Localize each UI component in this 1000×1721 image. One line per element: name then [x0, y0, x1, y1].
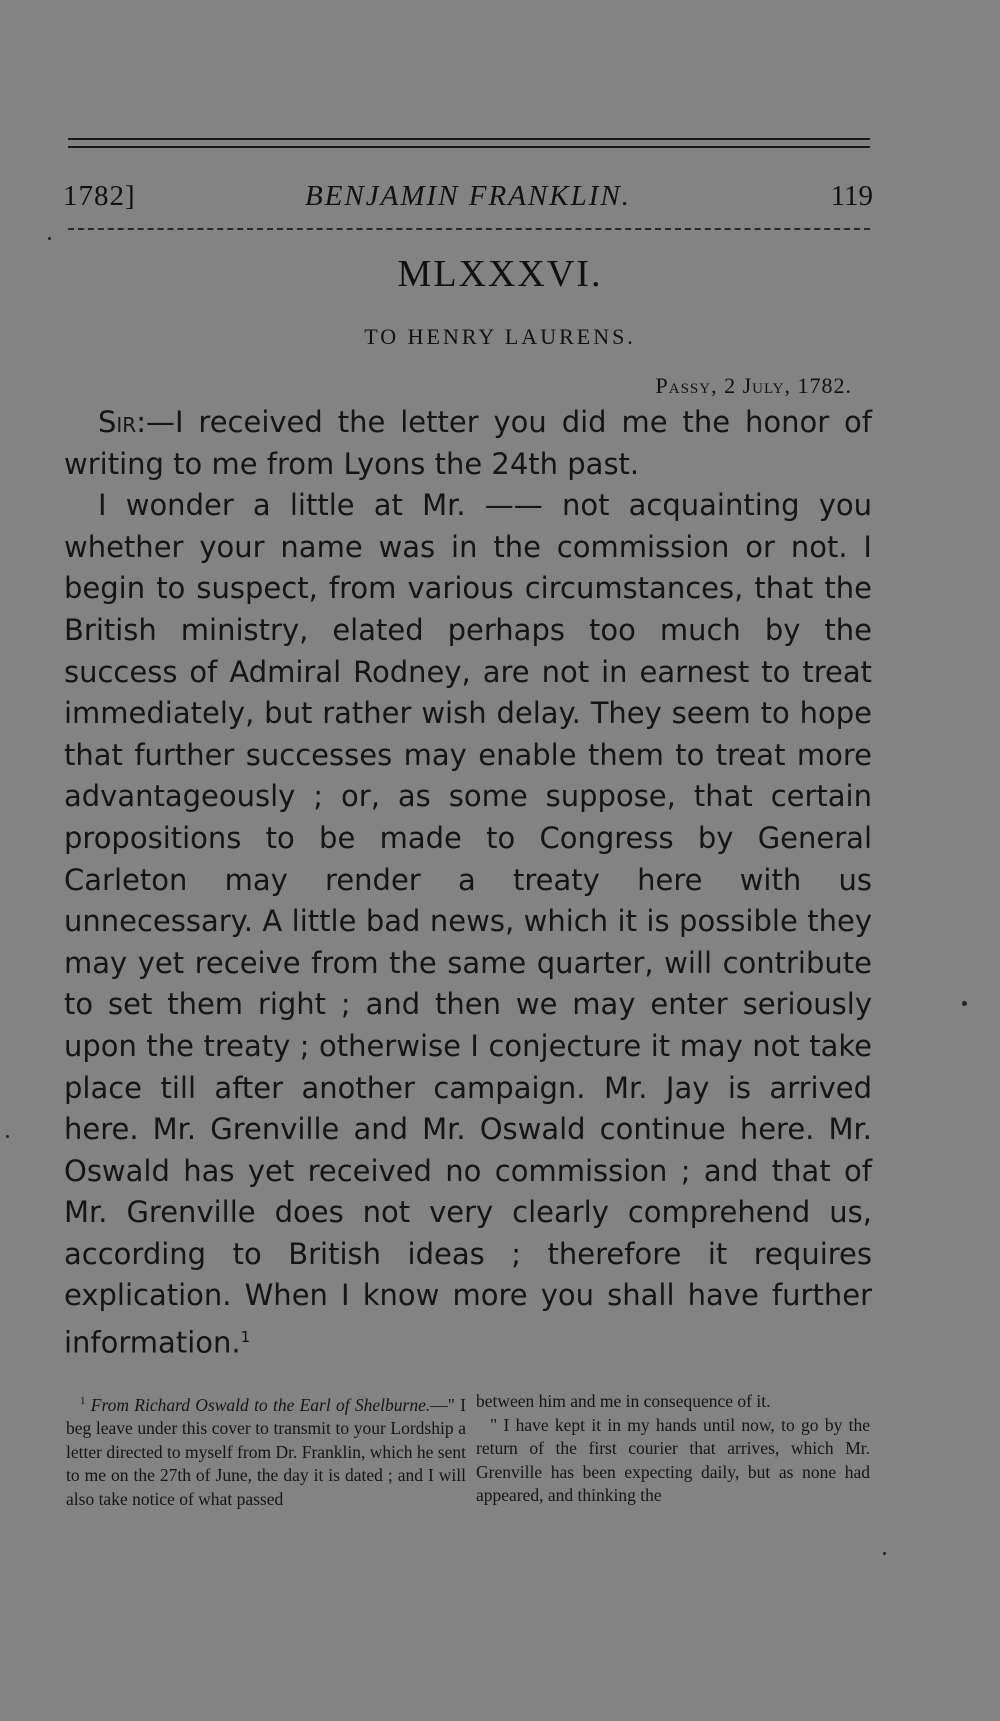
running-header [63, 176, 873, 216]
print-speck [962, 1001, 967, 1006]
footnote-left-text [66, 1390, 466, 1511]
paragraph-2 [64, 485, 872, 1364]
footnote-right-column [476, 1390, 870, 1508]
paragraph-2-text: I wonder a little at Mr. —— not acquainting you whether your name was in the commission or not. I begin to suspect, from various circumstances, that the British ministry, elated perhaps too much by the success of Admiral Rodney, are not in earnest to treat immediately, but rather wish delay. They seem to hope that further successes may enable them to treat more advantageously ; or, as some suppose, that certain propositions to be made to Congress by General Carleton may render a treaty here with us unnecessary. A little bad news, which it is possible they may yet receive from the same quarter, will contribute to set them right ; and then we may enter seriously upon the treaty ; otherwise I conjecture it may not take place till after another campaign. Mr. Jay is arrived here. Mr. Grenville and Mr. Oswald continue here. Mr. Oswald has yet received no commission ; and that of Mr. Grenville does not very clearly comprehend us, according to British ideas ; therefore it requires explication. When I know more you shall have further information. [64, 488, 872, 1360]
print-speck [883, 1552, 886, 1555]
page-number: 119 [830, 180, 873, 212]
print-speck [48, 237, 51, 240]
letter-number: MLXXXVI. [397, 253, 603, 295]
running-title: BENJAMIN FRANKLIN. [305, 180, 631, 212]
footnote-marker: 1 [80, 1395, 86, 1407]
footnote-right-text-1: between him and me in consequence of it. [476, 1391, 771, 1411]
dateline-text: Passy, 2 July, 1782. [655, 373, 852, 398]
footnote-ref[interactable]: 1 [240, 1328, 251, 1347]
letter-dateline [656, 371, 852, 401]
salutation: Sir [98, 405, 137, 439]
top-rule [68, 138, 870, 140]
footnote-source: From Richard Oswald to the Earl of Shelburne. [90, 1394, 431, 1415]
header-rule [68, 228, 870, 230]
letter-body [64, 402, 872, 1364]
top-rule-double [68, 146, 870, 148]
footnote-left-column [66, 1390, 466, 1511]
paragraph-1 [64, 402, 872, 485]
header-year: 1782] [63, 180, 136, 212]
footnote-left-body: —" I beg leave under this cover to transmit to your Lordship a letter directed to myself from Dr. Franklin, which he sent to me on the 27th of June, the day it is dated ; and I will also take notice of what passed [66, 1394, 467, 1509]
footnote-right-text-2: " I have kept it in my hands until now, to go by the return of the first courier that arrives, which Mr. Grenville has been expecting daily, but as none had appeared, and thinking the [476, 1414, 870, 1505]
print-speck [6, 1135, 9, 1138]
letter-recipient: TO HENRY LAURENS. [364, 324, 636, 349]
paragraph-1-text: :—I received the letter you did me the honor of writing to me from Lyons the 24th past. [64, 405, 872, 481]
